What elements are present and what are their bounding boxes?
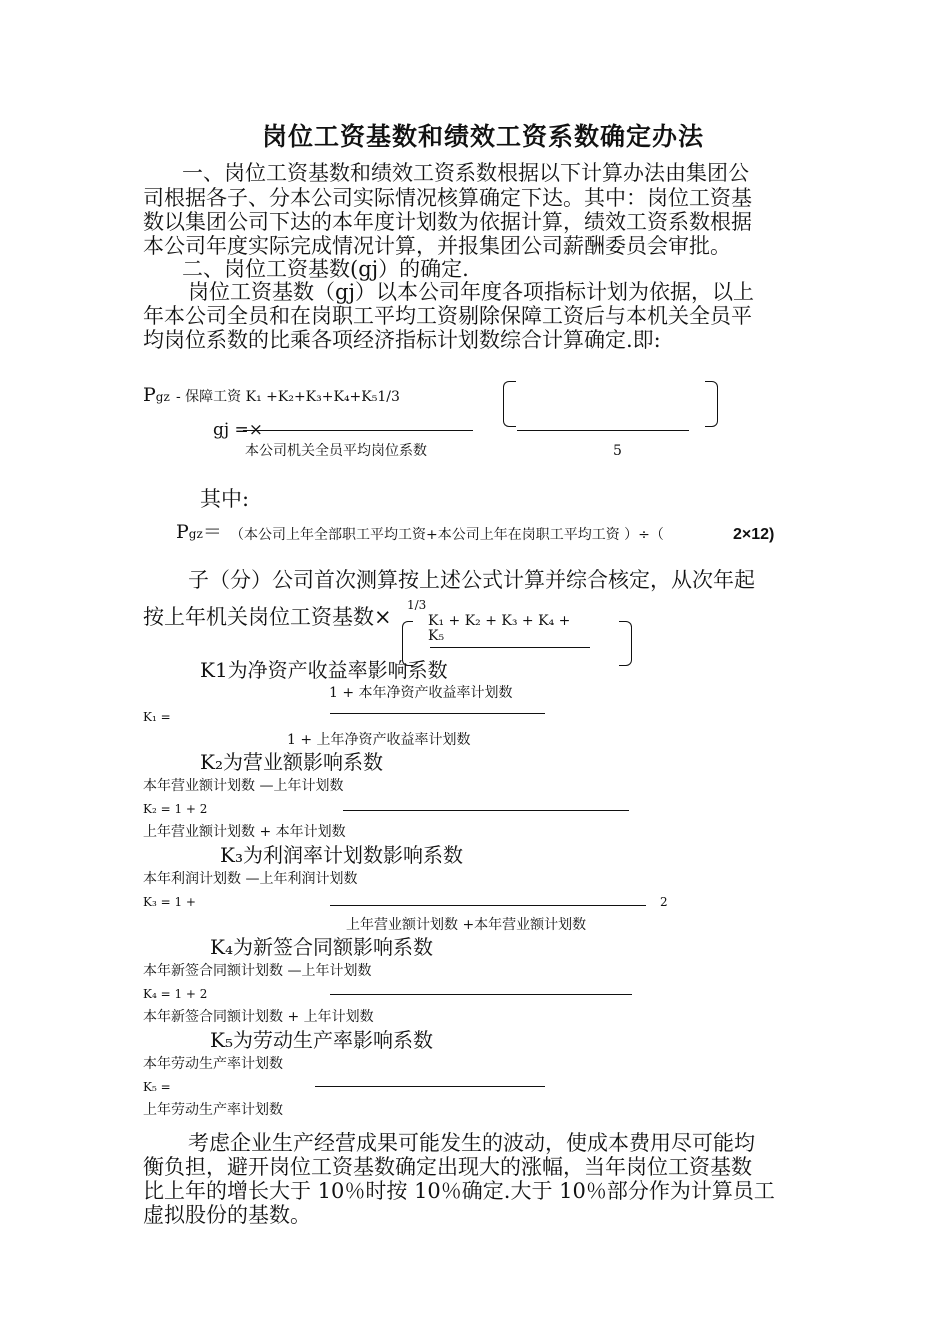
k3-heading: K₃为利润率计划数影响系数 <box>220 843 463 867</box>
formula1-right-bracket <box>705 381 718 427</box>
k2-denominator: 上年营业额计划数 + 本年计划数 <box>143 824 346 840</box>
k5-fraction-line <box>315 1086 545 1087</box>
pgz-expression: （本公司上年全部职工平均工资+本公司上年在岗职工平均工资 ）÷（ <box>230 527 664 543</box>
k5-heading: K₅为劳动生产率影响系数 <box>210 1028 433 1052</box>
k3-numerator: 本年利润计划数 —上年利润计划数 <box>143 871 358 887</box>
k3-denominator: 上年营业额计划数 +本年营业额计划数 <box>346 917 587 933</box>
k4-heading: K₄为新签合同额影响系数 <box>210 935 433 959</box>
formula1-five: 5 <box>613 443 622 459</box>
para2-line1: 岗位工资基数（gj）以本公司年度各项指标计划为依据，以上 <box>188 280 754 304</box>
k1-label: K₁ = <box>143 710 171 724</box>
formula1-p: Pgz <box>143 384 170 406</box>
para3-line1: 子（分）公司首次测算按上述公式计算并综合核定，从次年起 <box>188 568 755 592</box>
k2-numerator: 本年营业额计划数 —上年计划数 <box>143 778 344 794</box>
pgz-formula: Pgz＝ <box>176 521 222 543</box>
formula1-denominator: 本公司机关全员平均岗位系数 <box>245 443 427 459</box>
formula2-line2: K₅ <box>428 628 445 644</box>
formula2-right-bracket <box>619 621 632 666</box>
para4-line4: 虚拟股份的基数。 <box>143 1203 311 1227</box>
formula2-line1: K₁ + K₂ + K₃ + K₄ + <box>428 613 571 629</box>
k5-denominator: 上年劳动生产率计划数 <box>143 1102 283 1118</box>
where-label: 其中: <box>200 487 250 511</box>
para1-line2: 司根据各子、分本公司实际情况核算确定下达。其中：岗位工资基 <box>143 186 752 210</box>
formula1-numerator: - 保障工资 K₁ +K₂+K₃+K₄+K₅1/3 <box>176 389 400 405</box>
para2-line2: 年本公司全员和在岗职工平均工资剔除保障工资后与本机关全员平 <box>143 304 752 328</box>
k2-label: K₂ = 1 + 2 <box>143 802 208 816</box>
k1-heading: K1为净资产收益率影响系数 <box>200 658 448 682</box>
para1-line1: 一、岗位工资基数和绩效工资系数根据以下计算办法由集团公 <box>182 161 749 185</box>
k2-heading: K₂为营业额影响系数 <box>200 750 383 774</box>
k3-fraction-line <box>330 905 646 906</box>
k4-label: K₄ = 1 + 2 <box>143 987 208 1001</box>
para3-line2: 按上年机关岗位工资基数× <box>143 605 392 629</box>
k1-denominator: 1 + 上年净资产收益率计划数 <box>287 732 471 748</box>
k3-times-two: 2 <box>660 895 668 909</box>
k4-numerator: 本年新签合同额计划数 —上年计划数 <box>143 963 372 979</box>
formula2-fraction-line <box>430 647 590 648</box>
formula1-fraction-line <box>243 430 473 431</box>
formula1-gj: gj =× <box>213 420 264 440</box>
k5-numerator: 本年劳动生产率计划数 <box>143 1056 283 1072</box>
page-title: 岗位工资基数和绩效工资系数确定办法 <box>262 122 705 151</box>
para1-line3: 数以集团公司下达的本年度计划数为依据计算，绩效工资系数根据 <box>143 210 752 234</box>
formula1-inner-line <box>517 430 689 431</box>
k1-fraction-line <box>330 713 545 714</box>
section2-heading: 二、岗位工资基数(gj）的确定. <box>182 257 469 281</box>
fraction-one-third: 1/3 <box>407 598 427 612</box>
para4-line3: 比上年的增长大于 10％时按 10％确定.大于 10％部分作为计算员工 <box>143 1179 775 1203</box>
k3-label: K₃ = 1 + <box>143 895 196 909</box>
formula1-left-bracket <box>503 381 516 427</box>
k1-numerator: 1 + 本年净资产收益率计划数 <box>329 685 513 701</box>
para4-line1: 考虑企业生产经营成果可能发生的波动，使成本费用尽可能均 <box>188 1131 755 1155</box>
pgz-tail: 2×12) <box>733 526 775 543</box>
para2-line3: 均岗位系数的比乘各项经济指标计划数综合计算确定.即: <box>143 328 661 352</box>
k2-fraction-line <box>343 810 629 811</box>
k5-label: K₅ = <box>143 1080 171 1094</box>
k4-fraction-line <box>330 994 632 995</box>
para1-line4: 本公司年度实际完成情况计算，并报集团公司薪酬委员会审批。 <box>143 234 731 258</box>
k4-denominator: 本年新签合同额计划数 + 上年计划数 <box>143 1009 374 1025</box>
para4-line2: 衡负担，避开岗位工资基数确定出现大的涨幅，当年岗位工资基数 <box>143 1155 752 1179</box>
